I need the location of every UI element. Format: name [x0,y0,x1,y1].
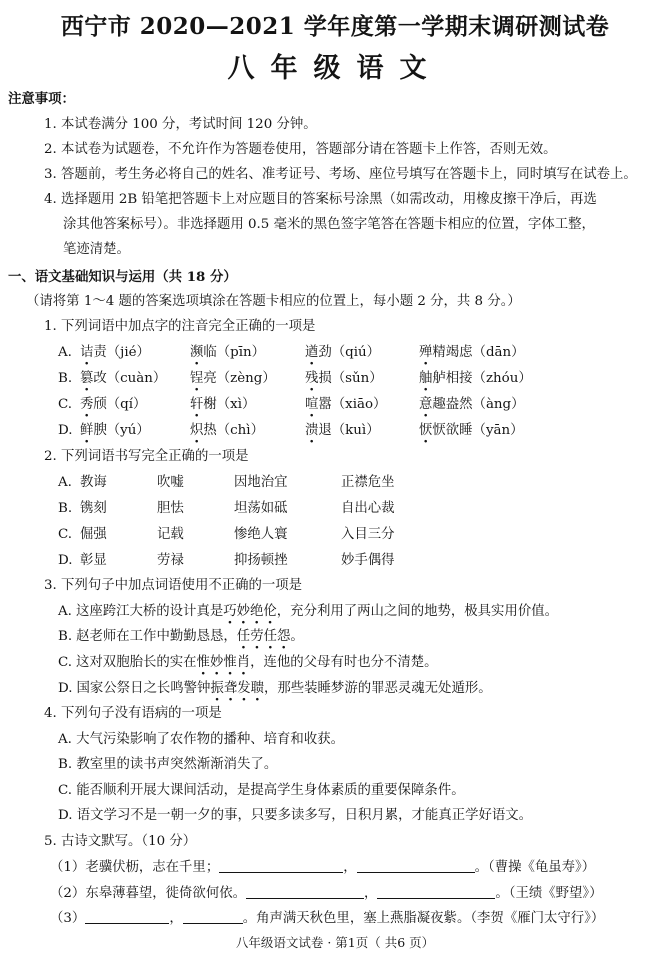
q1-option-item [80,422,150,440]
note-item-2: 2. 本试卷为试题卷，不允许作为答题卷使用，答题部分请在答题卡上作答，否则无效。 [44,142,557,157]
q5-2-number: （2） [50,886,86,901]
dotted-char: 惟 [223,655,237,670]
dotted-char: 残 [305,371,319,386]
dotted-char: 伦 [263,604,277,619]
exam-title: 西宁市 2020—2021 学年度第一学期末调研测试卷 [60,13,610,40]
q1-option-label: C. [58,397,73,412]
option-rest: 腴（yú） [93,423,150,438]
option-rest: 嚣（xiāo） [318,397,387,412]
q4-stem: 4. 下列句子没有语病的一项是 [44,706,222,721]
dotted-char: 惟 [196,655,210,670]
q1-option-item [305,370,383,388]
q2-option-word: 胆怯 [157,501,184,516]
q4-option-a: A. 大气污染影响了农作物的播种、培育和收获。 [58,732,344,747]
q3-option [58,654,438,672]
q1-option-item [80,344,150,362]
option-pre: 这座跨江大桥的设计真是 [75,604,224,619]
option-rest: 临（pīn） [203,345,266,360]
q5-1-number: （1） [50,860,86,875]
dotted-char: 篡 [80,371,94,386]
q2-option-label: D. [58,553,73,568]
q5-2-text: 东皋薄暮望，徙倚欲何依。 [85,886,246,901]
section1-heading: 一、语文基础知识与运用（共 18 分） [8,269,237,285]
q2-option-word: 正襟危坐 [341,475,395,490]
dotted-phrase [210,681,264,696]
dotted-char: 殚 [419,345,433,360]
option-pre: 这对双胞胎长的实在 [76,655,197,670]
q5-3-blank-2[interactable] [183,909,243,924]
dotted-char: 聋 [223,681,238,696]
q3-option [58,628,304,646]
q1-option-item [305,422,380,440]
q1-option-item [190,370,276,388]
q3-option [58,603,558,621]
q2-option-word: 自出心裁 [341,501,395,516]
q1-option-item [80,396,146,414]
option-rest: 颀（qí） [93,397,147,412]
q2-option-label: A. [58,475,72,490]
dotted-char: 妙 [236,604,251,619]
dotted-char: 恹 [419,423,433,438]
dotted-char: 诘 [80,345,94,360]
dotted-char: 妙 [209,655,224,670]
q2-option-word: 教诲 [80,475,107,490]
q1-option-item [190,396,255,414]
option-rest: 退（kuì） [318,423,380,438]
q2-option-label: C. [58,527,73,542]
option-rest: 趣盎然（àng） [432,397,525,412]
q5-2-end: 。（王绩《野望》） [495,886,603,901]
option-label: B. [58,629,73,644]
q2-option-word: 镌刻 [80,501,107,516]
q5-1-sep: ， [343,860,357,875]
page-footer: 八年级语文试卷 · 第1页（ 共6 页） [235,935,435,950]
dotted-char: 任 [236,629,251,644]
q1-option-item [190,422,264,440]
q3-stem: 3. 下列句子中加点词语使用不正确的一项是 [44,578,303,593]
dotted-char: 舳 [419,371,433,386]
q5-stem: 5. 古诗文默写。（10 分） [44,834,197,849]
option-label: D. [58,681,73,696]
q1-option-item [80,370,166,388]
dotted-char: 任 [263,629,277,644]
note-item-1: 1. 本试卷满分 100 分，考试时间 120 分钟。 [44,117,317,132]
option-post: ，那些装睡梦游的罪恶灵魂无处遁形。 [263,681,492,696]
q2-option-word: 因地治宜 [234,475,288,490]
q1-option-item [419,422,524,440]
dotted-char: 喧 [305,397,319,412]
option-post: 。 [290,629,304,644]
q5-line-2 [50,884,603,903]
q2-option-word: 入目三分 [341,527,395,542]
q2-option-word: 彰显 [80,553,107,568]
option-rest: 改（cuàn） [93,371,167,386]
option-rest: 劲（qiú） [318,345,381,360]
dotted-char: 锃 [190,371,204,386]
q5-line-1 [50,858,595,877]
dotted-char: 濒 [190,345,204,360]
dotted-char: 炽 [190,423,204,438]
q5-3-number: （3） [50,911,86,926]
option-rest: 热（chì） [203,423,264,438]
q5-3-sep: ， [169,911,183,926]
dotted-char: 意 [419,397,433,412]
q5-2-sep: ， [364,886,378,901]
option-rest: 损（sǔn） [318,371,383,386]
q5-2-blank-2[interactable] [377,884,495,899]
dotted-char: 劳 [250,629,264,644]
option-pre: 国家公祭日之长鸣警钟 [76,681,211,696]
dotted-phrase [237,629,291,644]
q1-option-item [419,344,525,362]
exam-subtitle: 八年级语文 [227,53,443,84]
option-post: ，充分利用了两山之间的地势，极具实用价值。 [276,604,558,619]
section1-instruction: （请将第 1～4 题的答案选项填涂在答题卡相应的位置上，每小题 2 分，共 8 分。） [26,294,521,309]
note-item-4: 4. 选择题用 2B 铅笔把答题卡上对应题目的答案标号涂黑（如需改动，用橡皮擦干净后，再选 [44,192,597,207]
dotted-char: 聩 [250,681,264,696]
q2-option-word: 记载 [157,527,184,542]
dotted-char: 肖 [236,655,251,670]
q4-option-c: C. 能否顺利开展大课间活动，是提高学生身体素质的重要保障条件。 [58,783,465,798]
q1-option-label: D. [58,423,73,438]
dotted-char: 巧 [223,604,237,619]
option-rest: 舻相接（zhóu） [432,371,532,386]
q1-option-item [305,344,380,362]
q2-option-word: 劳禄 [157,553,184,568]
option-rest: 恹欲睡（yān） [432,423,524,438]
q5-3-blank-1[interactable] [85,909,169,924]
q5-1-blank-1[interactable] [219,858,343,873]
q5-1-blank-2[interactable] [357,858,475,873]
q5-3-text: 。角声满天秋色里，塞上燕脂凝夜紫。（李贺《雁门太守行》） [242,911,605,926]
q1-option-item [305,396,386,414]
option-rest: 精竭虑（dān） [432,345,525,360]
note-item-4-cont: 涂其他答案标号）。非选择题用 0.5 毫米的黑色签字笔答在答题卡相应的位置，字体工整， [63,217,595,232]
option-rest: 亮（zèng） [203,371,276,386]
q1-stem: 1. 下列词语中加点字的注音完全正确的一项是 [44,319,316,334]
option-rest: 责（jié） [93,345,150,360]
q2-option-word: 吹嘘 [157,475,184,490]
q2-option-word: 妙手偶得 [341,553,395,568]
q1-option-item [419,396,525,414]
dotted-char: 绝 [250,604,264,619]
note-item-3: 3. 答题前，考生务必将自己的姓名、准考证号、考场、座位号填写在答题卡上，同时填写在试卷上。 [44,167,637,182]
dotted-char: 鲜 [80,423,94,438]
dotted-char: 怨 [276,629,291,644]
q5-2-blank-1[interactable] [246,884,364,899]
q3-option [58,680,492,698]
q1-option-item [190,344,265,362]
q4-option-d: D. 语文学习不是一朝一夕的事，只要多读多写，日积月累，才能真正学好语文。 [58,808,533,823]
dotted-char: 遒 [305,345,319,360]
q4-option-b: B. 教室里的读书声突然渐渐消失了。 [58,757,278,772]
dotted-phrase [197,655,251,670]
q5-1-end: 。（曹操《龟虽寿》） [474,860,596,875]
option-label: A. [58,604,72,619]
q1-option-label: B. [58,371,73,386]
dotted-char: 轩 [190,397,204,412]
dotted-char: 发 [237,681,251,696]
option-post: ，连他的父母有时也分不清楚。 [250,655,438,670]
q2-option-word: 抑扬顿挫 [234,553,288,568]
q2-option-label: B. [58,501,73,516]
option-pre: 赵老师在工作中勤勤恳恳， [76,629,237,644]
dotted-char: 溃 [305,423,319,438]
dotted-char: 振 [210,681,224,696]
q2-option-word: 惨绝人寰 [234,527,288,542]
option-label: C. [58,655,73,670]
q2-option-word: 坦荡如砥 [234,501,288,516]
q1-option-item [419,370,532,388]
note-item-4-end: 笔迹清楚。 [63,242,130,257]
q5-1-text: 老骥伏枥，志在千里； [85,860,220,875]
dotted-phrase [223,604,277,619]
q2-option-word: 倔强 [80,527,107,542]
q5-line-3 [50,909,604,928]
dotted-char: 秀 [80,397,94,412]
notes-heading: 注意事项： [8,91,75,107]
q1-option-label: A. [58,345,72,360]
option-rest: 榭（xì） [203,397,256,412]
q2-stem: 2. 下列词语书写完全正确的一项是 [44,449,249,464]
